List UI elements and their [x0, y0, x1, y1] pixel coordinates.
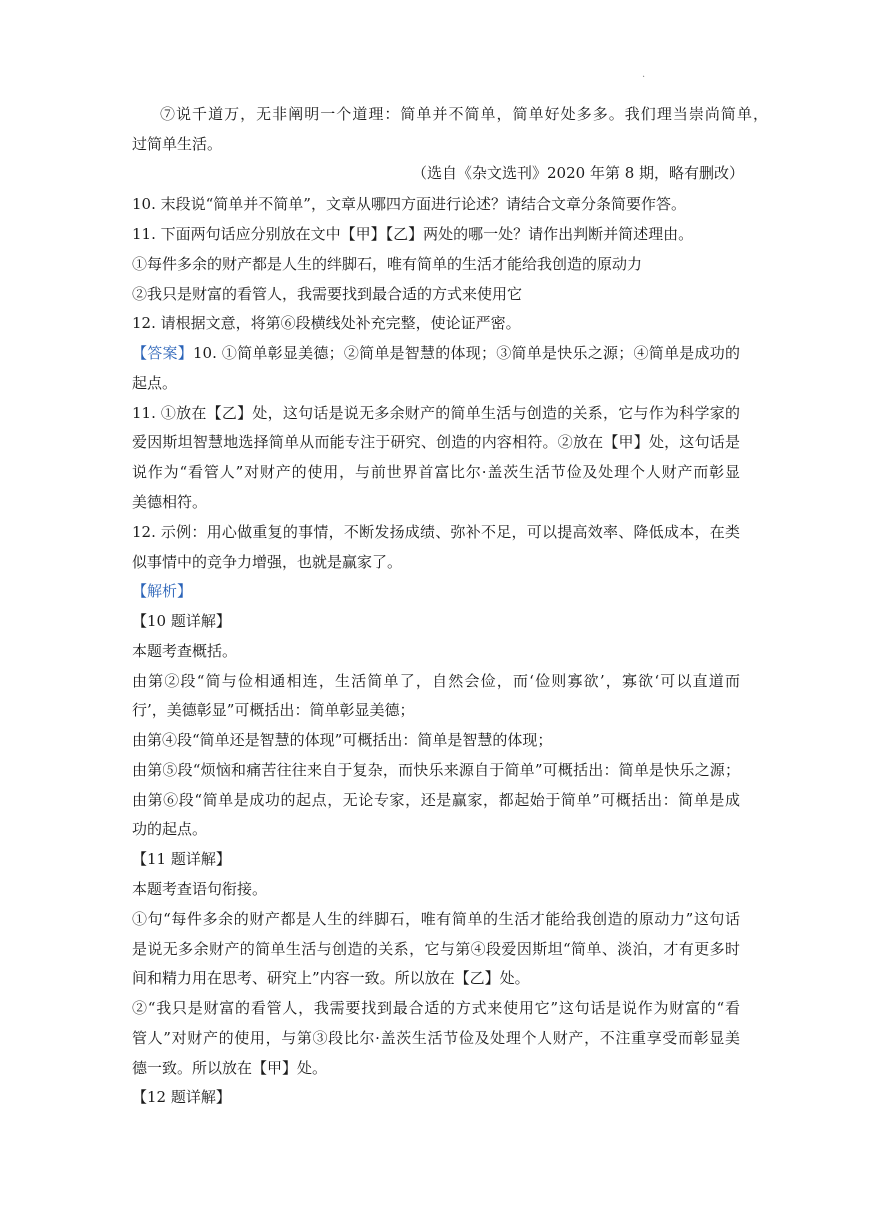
detail-11-line6: 德一致。所以放在【甲】处。 — [132, 1059, 328, 1077]
passage-p7-line1: ⑦说千道万，无非阐明一个道理：简单并不简单，简单好处多多。我们理当崇尚简单， — [160, 105, 768, 123]
answer-11-line4: 美德相符。 — [132, 493, 208, 511]
question-12: 12. 请根据文意，将第⑥段横线处补充完整，使论证严密。 — [132, 314, 521, 332]
answer-11-line3: 说作为“看管人”对财产的使用，与前世界首富比尔·盖茨生活节俭及处理个人财产而彰显 — [132, 463, 740, 481]
answer-10-line1 — [132, 343, 740, 363]
detail-11-line5: 管人”对财产的使用，与第③段比尔·盖茨生活节俭及处理个人财产，不注重享受而彰显美 — [132, 1029, 740, 1047]
answer-11-line2: 爱因斯坦智慧地选择简单从而能专注于研究、创造的内容相符。②放在【甲】处，这句话是 — [132, 433, 740, 451]
detail-11-intro: 本题考查语句衔接。 — [132, 880, 268, 898]
detail-10-line6: 功的起点。 — [132, 820, 208, 838]
answer-11-line1: 11. ①放在【乙】处，这句话是说无多余财产的简单生活与创造的关系，它与作为科学家的 — [132, 404, 740, 422]
detail-10-intro: 本题考查概括。 — [132, 642, 238, 660]
question-11-sentence-2: ②我只是财富的看管人，我需要找到最合适的方式来使用它 — [132, 285, 523, 303]
answer-12-line1: 12. 示例：用心做重复的事情，不断发扬成绩、弥补不足，可以提高效率、降低成本，在类 — [132, 523, 740, 541]
question-11-sentence-1: ①每件多余的财产都是人生的绊脚石，唯有简单的生活才能给我创造的原动力 — [132, 255, 643, 273]
detail-10-line2: 行’，美德彰显”可概括出：简单彰显美德； — [132, 701, 415, 719]
corner-mark: · — [642, 72, 646, 83]
detail-11-heading: 【11 题详解】 — [132, 850, 231, 868]
detail-11-line1: ①句“每件多余的财产都是人生的绊脚石，唯有简单的生活才能给我创造的原动力”这句话 — [132, 910, 740, 928]
answer-tag: 【答案】 — [132, 344, 193, 362]
detail-10-line3: 由第④段“简单还是智慧的体现”可概括出：简单是智慧的体现； — [132, 731, 553, 749]
detail-10-line1: 由第②段“简与俭相通相连，生活简单了，自然会俭，而‘俭则寡欲’，寡欲‘可以直道而 — [132, 672, 740, 690]
analysis-tag: 【解析】 — [132, 582, 193, 600]
detail-10-heading: 【10 题详解】 — [132, 612, 231, 630]
detail-10-line4: 由第⑤段“烦恼和痛苦往往来自于复杂，而快乐来源自于简单”可概括出：简单是快乐之源； — [132, 761, 740, 779]
answer-10-line2: 起点。 — [132, 374, 178, 392]
answer-10-text: 10. ①简单彰显美德；②简单是智慧的体现；③简单是快乐之源；④简单是成功的 — [192, 344, 740, 362]
passage-source: （选自《杂文选刊》2020 年第 8 期，略有删改） — [412, 164, 745, 182]
question-10: 10. 末段说“简单并不简单”，文章从哪四方面进行论述？请结合文章分条简要作答。 — [132, 195, 686, 213]
passage-p7-line2: 过简单生活。 — [132, 135, 223, 153]
answer-12-line2: 似事情中的竞争力增强，也就是赢家了。 — [132, 553, 403, 571]
detail-11-line4: ②“我只是财富的看管人，我需要找到最合适的方式来使用它”这句话是说作为财富的“看 — [132, 999, 740, 1017]
detail-10-line5: 由第⑥段“简单是成功的起点，无论专家，还是赢家，都起始于简单”可概括出：简单是成 — [132, 791, 740, 809]
detail-11-line3: 间和精力用在思考、研究上”内容一致。所以放在【乙】处。 — [132, 969, 530, 987]
question-11: 11. 下面两句话应分别放在文中【甲】【乙】两处的哪一处？请作出判断并简述理由。 — [132, 225, 694, 243]
detail-11-line2: 是说无多余财产的简单生活与创造的关系，它与第④段爱因斯坦“简单、淡泊，才有更多时 — [132, 940, 740, 958]
detail-12-heading: 【12 题详解】 — [132, 1088, 231, 1106]
